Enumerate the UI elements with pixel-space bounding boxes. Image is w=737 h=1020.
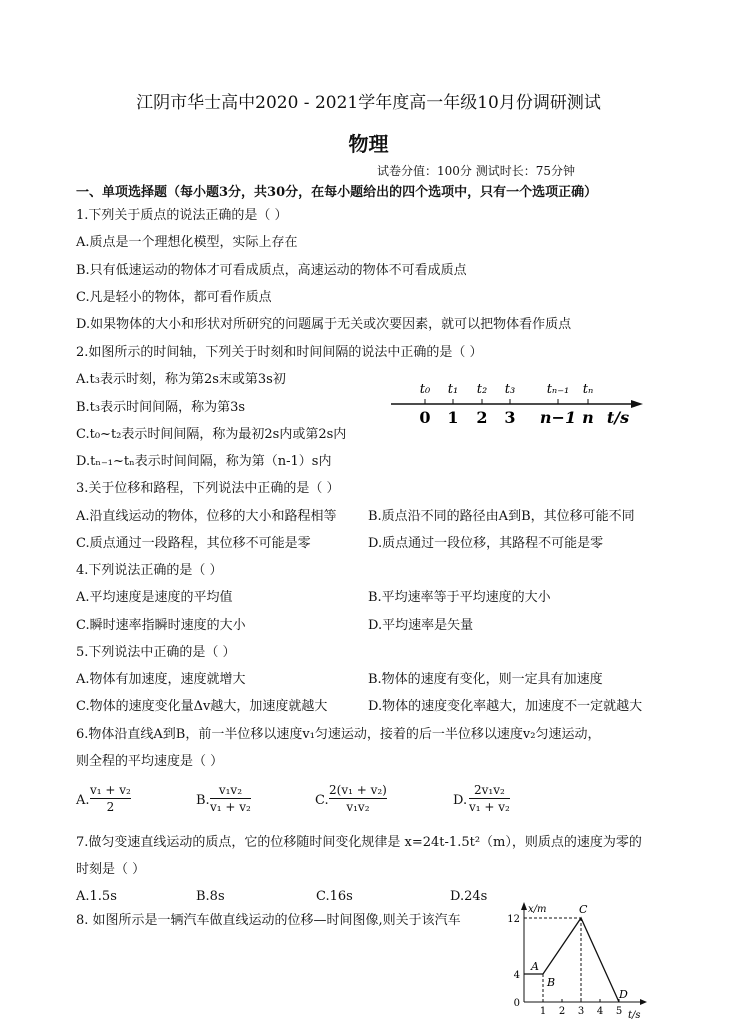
q6-option-b-label: B. <box>196 793 210 808</box>
x-tick-label: 3 <box>577 1006 585 1017</box>
q3-option-b: B.质点沿不同的路径由A到B，其位移可能不同 <box>368 509 635 524</box>
fraction-bar <box>90 798 131 799</box>
q7-option-d: D.24s <box>450 889 488 904</box>
x-tick-label: 4 <box>596 1006 604 1017</box>
point-label-a: A <box>531 960 539 973</box>
q7-option-b: B.8s <box>196 889 225 904</box>
y-axis-label: x/m <box>528 904 547 915</box>
timeline-top-label: t₃ <box>504 382 516 397</box>
x-axis-label: t/s <box>628 1010 641 1020</box>
timeline-arrow <box>631 400 643 408</box>
q6-option-a-label: A. <box>76 793 90 808</box>
q6-option-d-fraction <box>469 783 510 814</box>
timeline-top-label: t₁ <box>447 382 459 397</box>
q2-stem: 2.如图所示的时间轴，下列关于时刻和时间间隔的说法中正确的是（ ） <box>76 345 483 360</box>
fraction-denominator: 2 <box>106 800 115 814</box>
q1-option-d: D.如果物体的大小和形状对所研究的问题属于无关或次要因素，就可以把物体看作质点 <box>76 317 572 332</box>
q3-option-a: A.沿直线运动的物体，位移的大小和路程相等 <box>76 509 337 524</box>
q7-option-a: A.1.5s <box>76 889 117 904</box>
fraction-denominator: v₁v₂ <box>346 800 370 814</box>
fraction-denominator: v₁ + v₂ <box>210 800 251 814</box>
fraction-bar <box>469 798 510 799</box>
exam-meta: 试卷分值：100分 测试时长：75分钟 <box>377 164 575 178</box>
q7-stem-line2: 时刻是（ ） <box>76 862 146 877</box>
q2-option-b: B.t₃表示时间间隔，称为第3s <box>76 400 246 415</box>
q5-option-a: A.物体有加速度，速度就增大 <box>76 672 246 687</box>
timeline-bottom-label: n−1 <box>539 408 577 427</box>
y-tick-label: 12 <box>507 914 520 925</box>
q6-option-c-label: C. <box>315 793 329 808</box>
q6-option-c-fraction <box>329 783 387 814</box>
timeline-bottom-label: 0 <box>419 408 431 427</box>
timeline-top-label: tₙ <box>582 382 594 397</box>
q1-option-b: B.只有低速运动的物体才可看成质点，高速运动的物体不可看成质点 <box>76 263 467 278</box>
q4-option-d: D.平均速率是矢量 <box>368 618 474 633</box>
q1-stem: 1.下列关于质点的说法正确的是（ ） <box>76 208 288 223</box>
q5-option-c: C.物体的速度变化量Δv越大，加速度就越大 <box>76 699 328 714</box>
y-axis-arrow <box>521 902 527 910</box>
q7-stem-line1: 7.做匀变速直线运动的质点，它的位移随时间变化规律是 x=24t-1.5t²（m），则质点的速度为零的 <box>76 835 642 850</box>
exam-title: 江阴市华士高中2020 - 2021学年度高一年级10月份调研测试 <box>136 93 601 113</box>
q1-option-a: A.质点是一个理想化模型，实际上存在 <box>76 235 298 250</box>
timeline-unit: t/s <box>606 408 630 427</box>
timeline-figure <box>385 375 655 437</box>
x-tick-label: 2 <box>558 1006 566 1017</box>
timeline-top-label: tₙ₋₁ <box>546 382 570 397</box>
q2-option-c: C.t₀~t₂表示时间间隔，称为最初2s内或第2s内 <box>76 427 347 442</box>
point-label-b: B <box>547 976 556 989</box>
q2-option-d: D.tₙ₋₁~tₙ表示时间间隔，称为第（n-1）s内 <box>76 454 332 469</box>
q6-option-a-fraction <box>90 783 131 814</box>
q4-stem: 4.下列说法正确的是（ ） <box>76 563 223 578</box>
fraction-bar <box>329 798 387 799</box>
fraction-numerator: 2(v₁ + v₂) <box>329 783 387 797</box>
q8-stem: 8. 如图所示是一辆汽车做直线运动的位移—时间图像,则关于该汽车 <box>76 913 461 928</box>
x-tick-label: 5 <box>615 1006 623 1017</box>
q5-stem: 5.下列说法中正确的是（ ） <box>76 645 236 660</box>
q6-option-b-fraction <box>210 783 251 814</box>
q4-option-b: B.平均速率等于平均速度的大小 <box>368 590 551 605</box>
point-label-d: D <box>619 988 628 1001</box>
q1-option-c: C.凡是轻小的物体，都可看作质点 <box>76 290 272 305</box>
q6-option-d-label: D. <box>453 793 468 808</box>
q6-stem-line1: 6.物体沿直线A到B，前一半位移以速度v₁匀速运动，接着的后一半位移以速度v₂匀速运动， <box>76 727 601 742</box>
timeline-top-label: t₀ <box>419 382 431 397</box>
fraction-bar <box>210 798 251 799</box>
q2-option-a: A.t₃表示时刻，称为第2s末或第3s初 <box>76 372 286 387</box>
fraction-numerator: v₁ + v₂ <box>90 783 131 797</box>
q7-option-c: C.16s <box>316 889 353 904</box>
timeline-bottom-label: n <box>582 408 594 427</box>
q4-option-c: C.瞬时速率指瞬时速度的大小 <box>76 618 246 633</box>
timeline-bottom-label: 2 <box>476 408 488 427</box>
q4-option-a: A.平均速度是速度的平均值 <box>76 590 233 605</box>
q5-option-d: D.物体的速度变化率越大，加速度不一定就越大 <box>368 699 643 714</box>
q3-option-c: C.质点通过一段路程，其位移不可能是零 <box>76 536 311 551</box>
x-tick-label: 1 <box>539 1006 547 1017</box>
timeline-bottom-label: 3 <box>504 408 516 427</box>
timeline-top-label: t₂ <box>476 382 488 397</box>
fraction-numerator: 2v₁v₂ <box>474 783 505 797</box>
q3-option-d: D.质点通过一段位移，其路程不可能是零 <box>368 536 604 551</box>
q5-option-b: B.物体的速度有变化，则一定具有加速度 <box>368 672 603 687</box>
x-axis-arrow <box>640 999 647 1005</box>
fraction-denominator: v₁ + v₂ <box>469 800 510 814</box>
section-heading: 一、单项选择题（每小题3分，共30分，在每小题给出的四个选项中，只有一个选项正确） <box>76 185 598 200</box>
subject-title: 物理 <box>348 132 389 156</box>
fraction-numerator: v₁v₂ <box>218 783 243 797</box>
y-tick-label: 4 <box>513 970 520 981</box>
xt-graph <box>500 898 650 1020</box>
q3-stem: 3.关于位移和路程，下列说法中正确的是（ ） <box>76 481 340 496</box>
point-label-c: C <box>579 903 588 916</box>
q6-stem-line2: 则全程的平均速度是（ ） <box>76 754 224 769</box>
timeline-bottom-label: 1 <box>447 408 459 427</box>
y-tick-label: 0 <box>513 998 520 1009</box>
